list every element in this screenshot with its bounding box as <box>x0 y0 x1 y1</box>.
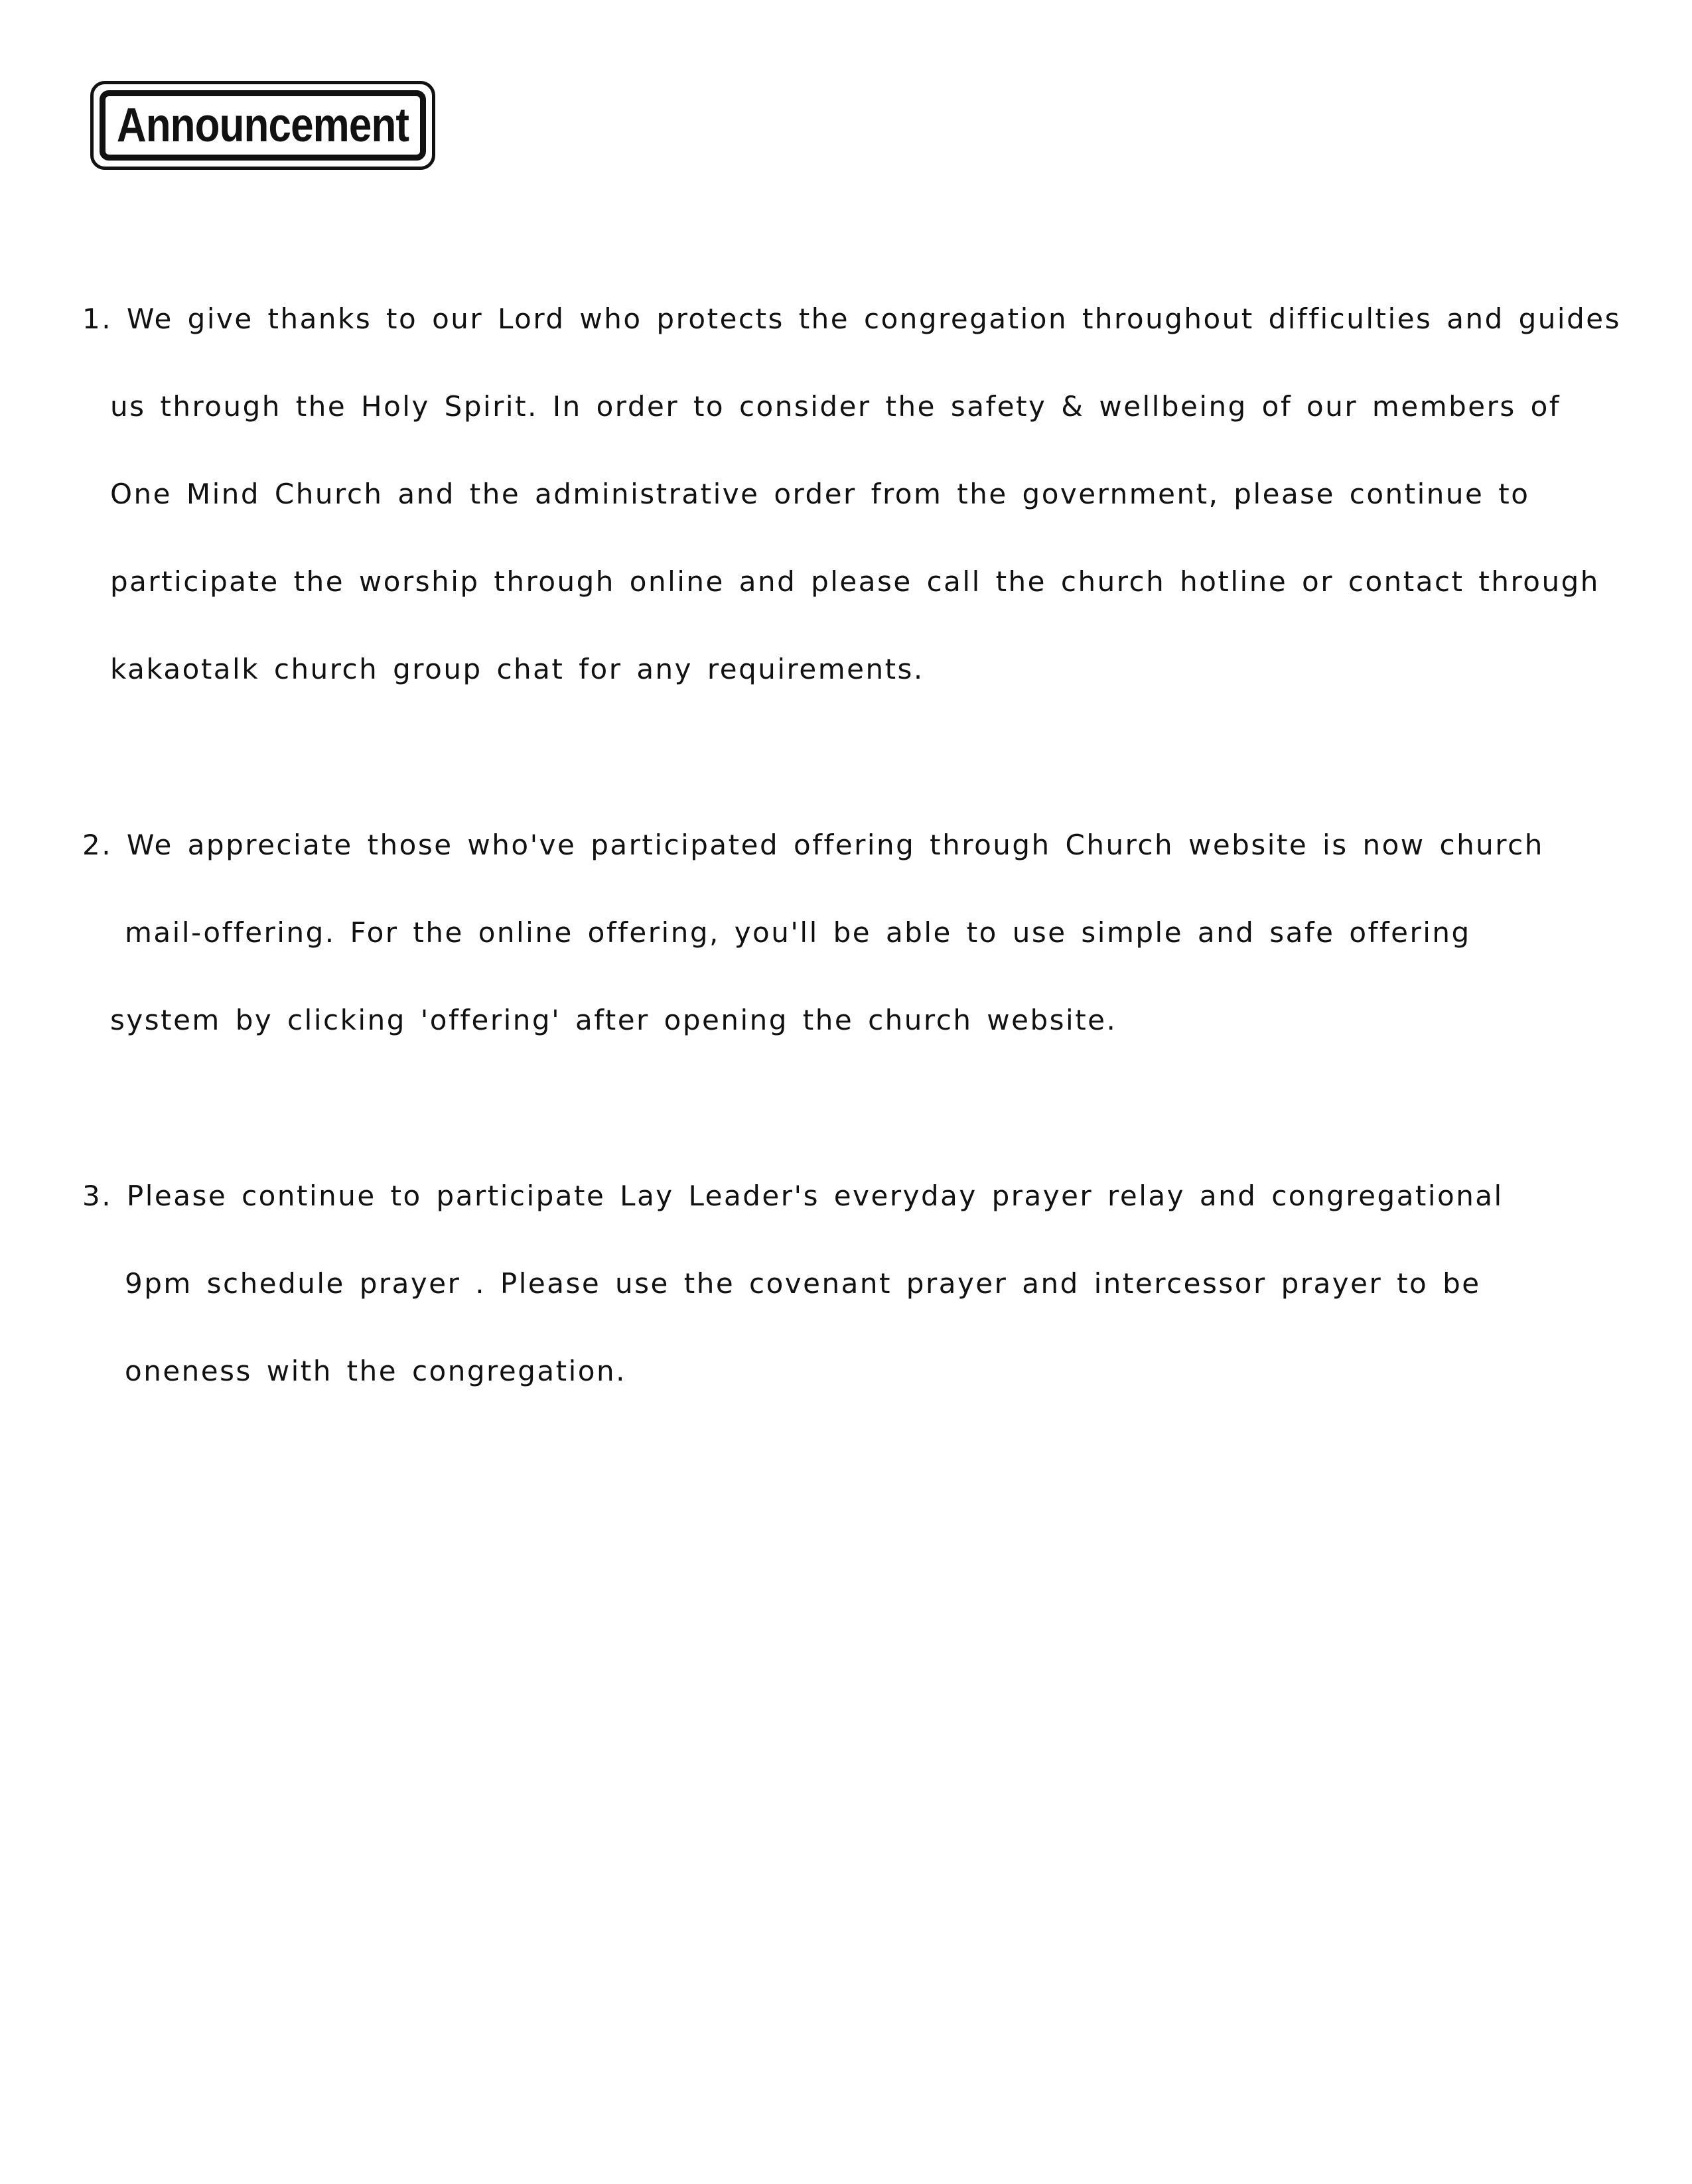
announcement-3-line-2: 9pm schedule prayer . Please use the covenant prayer and intercessor prayer to be <box>125 1267 1481 1300</box>
announcement-1-line-3: One Mind Church and the administrative order from the government, please continue to <box>110 478 1530 510</box>
announcement-1-line-1: 1. We give thanks to our Lord who protects the congregation throughout difficulties and guides <box>82 303 1621 335</box>
announcement-1-line-4: participate the worship through online and please call the church hotline or contact through <box>110 565 1600 598</box>
announcement-1-line-2: us through the Holy Spirit. In order to consider the safety & wellbeing of our members of <box>110 390 1561 423</box>
announcement-2-line-3: system by clicking 'offering' after opening the church website. <box>110 1004 1117 1036</box>
announcement-2-line-1: 2. We appreciate those who've participated offering through Church website is now church <box>82 829 1544 861</box>
announcement-title-frame <box>100 90 426 161</box>
announcement-3-line-1: 3. Please continue to participate Lay Leader's everyday prayer relay and congregational <box>82 1180 1504 1212</box>
announcement-2-line-2: mail-offering. For the online offering, you'll be able to use simple and safe offering <box>125 916 1471 949</box>
announcement-title-box <box>90 81 435 170</box>
page-title: Announcement <box>116 99 409 152</box>
announcement-1-line-5: kakaotalk church group chat for any requirements. <box>110 653 924 685</box>
announcement-3-line-3: oneness with the congregation. <box>125 1355 626 1387</box>
